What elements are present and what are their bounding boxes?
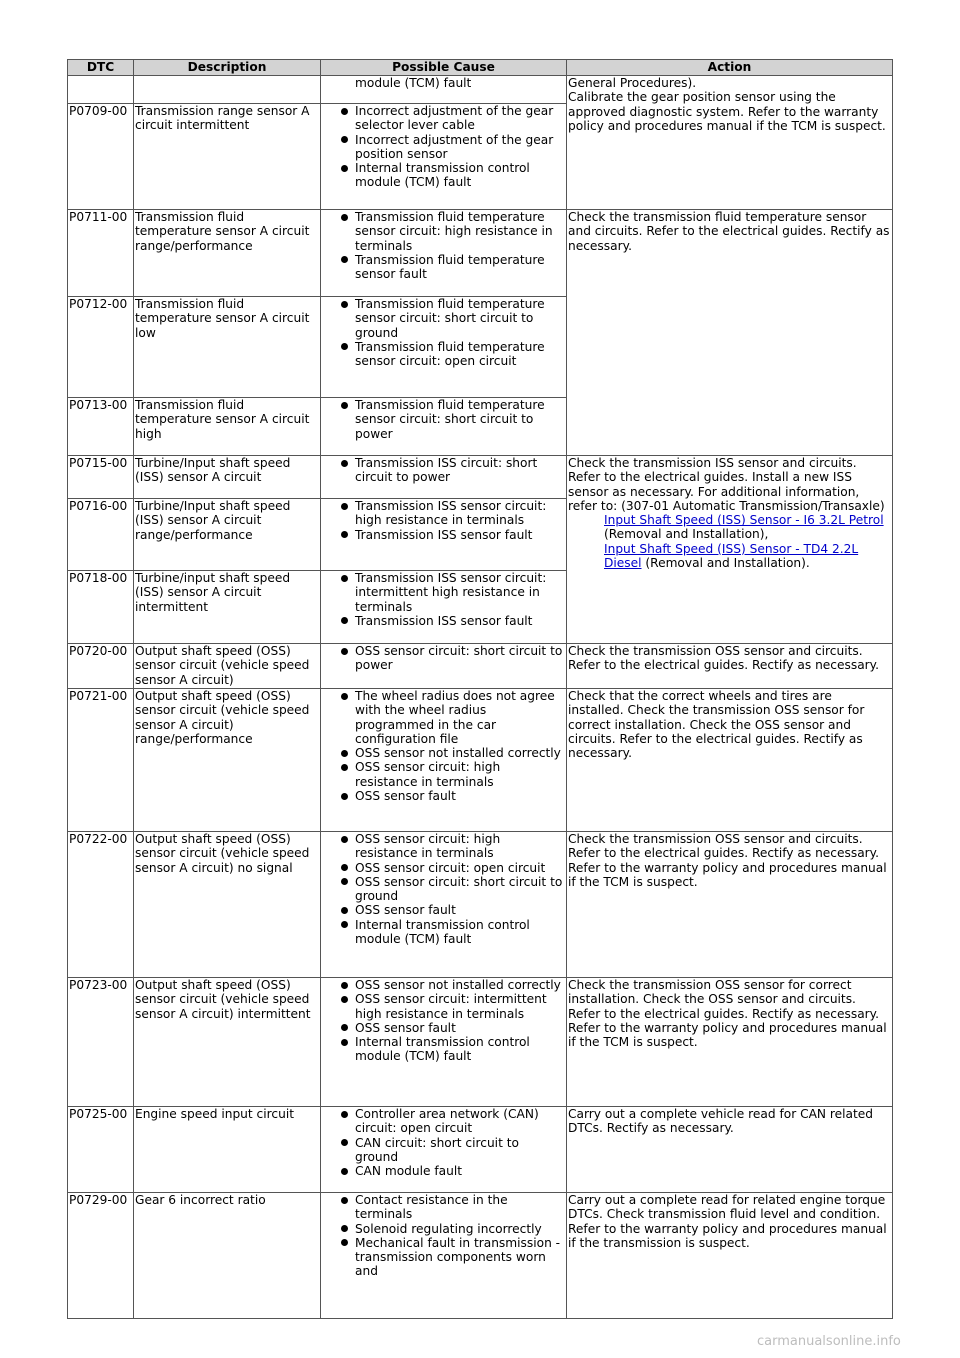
description-cell: Engine speed input circuit: [134, 1107, 321, 1193]
cause-item: Transmission ISS sensor fault: [322, 528, 565, 542]
description-cell: Turbine/input shaft speed (ISS) sensor A circuit intermittent: [134, 571, 321, 644]
cause-list: [322, 297, 565, 368]
cause-cell: [321, 456, 567, 499]
cause-list: [322, 832, 565, 946]
table-row: [68, 1107, 893, 1193]
cause-cell: [321, 571, 567, 644]
table-row: [68, 456, 893, 499]
table-row: [68, 210, 893, 297]
cause-cell: [321, 398, 567, 456]
cause-cell: [321, 499, 567, 571]
dtc-cell: P0709-00: [68, 104, 134, 210]
dtc-cell: P0712-00: [68, 297, 134, 398]
cause-item: Incorrect adjustment of the gear selector lever cable: [322, 104, 565, 133]
link-iss-sensor-diesel[interactable]: Input Shaft Speed (ISS) Sensor - TD4 2.2L Diesel: [604, 541, 859, 571]
cause-item: CAN circuit: short circuit to ground: [322, 1136, 565, 1165]
action-cell: Check the transmission fluid temperature sensor and circuits. Refer to the electrical guides. Rectify as necessary.: [567, 210, 893, 456]
cause-cell: [321, 689, 567, 832]
description-cell: Output shaft speed (OSS) sensor circuit (vehicle speed sensor A circuit) no signal: [134, 832, 321, 978]
cause-item: Transmission fluid temperature sensor circuit: short circuit to power: [322, 398, 565, 441]
action-cell: General Procedures). Calibrate the gear position sensor using the approved diagnostic system. Refer to the warranty policy and procedures manual if the TCM is suspect.: [567, 76, 893, 210]
description-cell: Transmission range sensor A circuit intermittent: [134, 104, 321, 210]
cause-item: Transmission fluid temperature sensor fault: [322, 253, 565, 282]
cause-cell: [321, 1107, 567, 1193]
cause-item: Transmission fluid temperature sensor circuit: short circuit to ground: [322, 297, 565, 340]
description-cell: Output shaft speed (OSS) sensor circuit (vehicle speed sensor A circuit) range/performance: [134, 689, 321, 832]
cause-cell: [321, 644, 567, 689]
cause-item: Transmission ISS sensor fault: [322, 614, 565, 628]
action-cell: Check the transmission OSS sensor and circuits. Refer to the electrical guides. Rectify as necessary.: [567, 644, 893, 689]
table-row: [68, 978, 893, 1107]
table-row: [68, 689, 893, 832]
cause-item: OSS sensor not installed correctly: [322, 978, 565, 992]
dtc-cell: P0722-00: [68, 832, 134, 978]
description-cell: Transmission fluid temperature sensor A circuit range/performance: [134, 210, 321, 297]
cause-cell: [321, 832, 567, 978]
description-cell: [134, 76, 321, 104]
cause-item: OSS sensor fault: [322, 903, 565, 917]
cause-item: Incorrect adjustment of the gear position sensor: [322, 133, 565, 162]
cause-item: OSS sensor circuit: high resistance in terminals: [322, 760, 565, 789]
cause-item: Transmission fluid temperature sensor circuit: open circuit: [322, 340, 565, 369]
cause-item: OSS sensor circuit: short circuit to ground: [322, 875, 565, 904]
dtc-cell: P0716-00: [68, 499, 134, 571]
cause-item: Transmission ISS circuit: short circuit to power: [322, 456, 565, 485]
table-row: [68, 644, 893, 689]
table-row: [68, 1193, 893, 1319]
cause-list: [322, 1193, 565, 1279]
cause-list: [322, 398, 565, 441]
cause-item: Contact resistance in the terminals: [322, 1193, 565, 1222]
dtc-cell: [68, 76, 134, 104]
action-cell: Check that the correct wheels and tires are installed. Check the transmission OSS sensor for correct installation. Check the OSS sensor and circuits. Refer to the electrical guides. Rectify as necessary.: [567, 689, 893, 832]
cause-item: Transmission fluid temperature sensor circuit: high resistance in terminals: [322, 210, 565, 253]
header-dtc: DTC: [68, 60, 134, 76]
cause-item: OSS sensor circuit: open circuit: [322, 861, 565, 875]
cause-item: Internal transmission control module (TCM) fault: [322, 1035, 565, 1064]
header-action: Action: [567, 60, 893, 76]
action-cell: Carry out a complete read for related engine torque DTCs. Check transmission fluid level and condition. Refer to the warranty policy and procedures manual if the transmission is suspect.: [567, 1193, 893, 1319]
link-iss-sensor-petrol[interactable]: Input Shaft Speed (ISS) Sensor - I6 3.2L Petrol: [604, 513, 884, 528]
action-cell: Check the transmission OSS sensor and circuits. Refer to the electrical guides. Rectify as necessary. Refer to the warranty policy and procedures manual if the TCM is suspect.: [567, 832, 893, 978]
action-text: Check the transmission ISS sensor and circuits. Refer to the electrical guides. Install a new ISS sensor as necessary. For additional information, refer to: (307-01 Automatic Transmission/Transaxle): [568, 456, 885, 513]
cause-cell: [321, 210, 567, 297]
description-cell: Turbine/Input shaft speed (ISS) sensor A circuit: [134, 456, 321, 499]
description-cell: Output shaft speed (OSS) sensor circuit (vehicle speed sensor A circuit) intermittent: [134, 978, 321, 1107]
cause-list: [322, 689, 565, 803]
dtc-cell: P0725-00: [68, 1107, 134, 1193]
cause-list: [322, 978, 565, 1064]
dtc-cell: P0721-00: [68, 689, 134, 832]
header-description: Description: [134, 60, 321, 76]
cause-list: [322, 499, 565, 542]
cause-cell: [321, 104, 567, 210]
header-possible-cause: Possible Cause: [321, 60, 567, 76]
cause-list: [322, 571, 565, 628]
cause-item: OSS sensor fault: [322, 789, 565, 803]
action-cell: Check the transmission OSS sensor for correct installation. Check the OSS sensor and circuits. Refer to the electrical guides. Rectify as necessary. Refer to the warranty policy and procedures manual if the TCM is suspect.: [567, 978, 893, 1107]
dtc-cell: P0711-00: [68, 210, 134, 297]
cause-list: [322, 456, 565, 485]
dtc-cell: P0720-00: [68, 644, 134, 689]
dtc-table: [67, 59, 893, 1319]
cause-item: OSS sensor not installed correctly: [322, 746, 565, 760]
description-cell: Transmission fluid temperature sensor A circuit low: [134, 297, 321, 398]
cause-item: Internal transmission control module (TCM) fault: [322, 918, 565, 947]
table-row: [68, 832, 893, 978]
dtc-cell: P0723-00: [68, 978, 134, 1107]
reference-links: [568, 513, 891, 570]
dtc-cell: P0715-00: [68, 456, 134, 499]
cause-item: OSS sensor fault: [322, 1021, 565, 1035]
description-cell: Turbine/Input shaft speed (ISS) sensor A circuit range/performance: [134, 499, 321, 571]
link-suffix: (Removal and Installation).: [641, 556, 810, 571]
cause-item: Mechanical fault in transmission - transmission components worn and: [322, 1236, 565, 1279]
cause-item: OSS sensor circuit: high resistance in terminals: [322, 832, 565, 861]
cause-item: OSS sensor circuit: intermittent high resistance in terminals: [322, 992, 565, 1021]
cause-item: Transmission ISS sensor circuit: high resistance in terminals: [322, 499, 565, 528]
table-row: [68, 76, 893, 104]
cause-list: [322, 104, 565, 190]
dtc-cell: P0713-00: [68, 398, 134, 456]
description-cell: Gear 6 incorrect ratio: [134, 1193, 321, 1319]
cause-item: CAN module fault: [322, 1164, 565, 1178]
dtc-cell: P0718-00: [68, 571, 134, 644]
cause-item: Internal transmission control module (TCM) fault: [322, 161, 565, 190]
action-cell: Carry out a complete vehicle read for CAN related DTCs. Rectify as necessary.: [567, 1107, 893, 1193]
cause-cell: [321, 297, 567, 398]
cause-item: The wheel radius does not agree with the wheel radius programmed in the car configuration file: [322, 689, 565, 746]
cause-item: OSS sensor circuit: short circuit to power: [322, 644, 565, 673]
cause-cell: [321, 76, 567, 104]
cause-list: [322, 644, 565, 673]
description-cell: Transmission fluid temperature sensor A circuit high: [134, 398, 321, 456]
link-suffix: (Removal and Installation),: [604, 527, 769, 542]
table-header-row: [68, 60, 893, 76]
watermark-text: carmanualsonline.info: [757, 1334, 901, 1349]
cause-item: Transmission ISS sensor circuit: intermittent high resistance in terminals: [322, 571, 565, 614]
action-cell: [567, 456, 893, 644]
cause-item: Solenoid regulating incorrectly: [322, 1222, 565, 1236]
dtc-cell: P0729-00: [68, 1193, 134, 1319]
cause-text: module (TCM) fault: [355, 76, 472, 90]
cause-cell: [321, 978, 567, 1107]
cause-cell: [321, 1193, 567, 1319]
description-cell: Output shaft speed (OSS) sensor circuit (vehicle speed sensor A circuit): [134, 644, 321, 689]
cause-list: [322, 210, 565, 281]
cause-list: [322, 1107, 565, 1178]
cause-item: Controller area network (CAN) circuit: open circuit: [322, 1107, 565, 1136]
